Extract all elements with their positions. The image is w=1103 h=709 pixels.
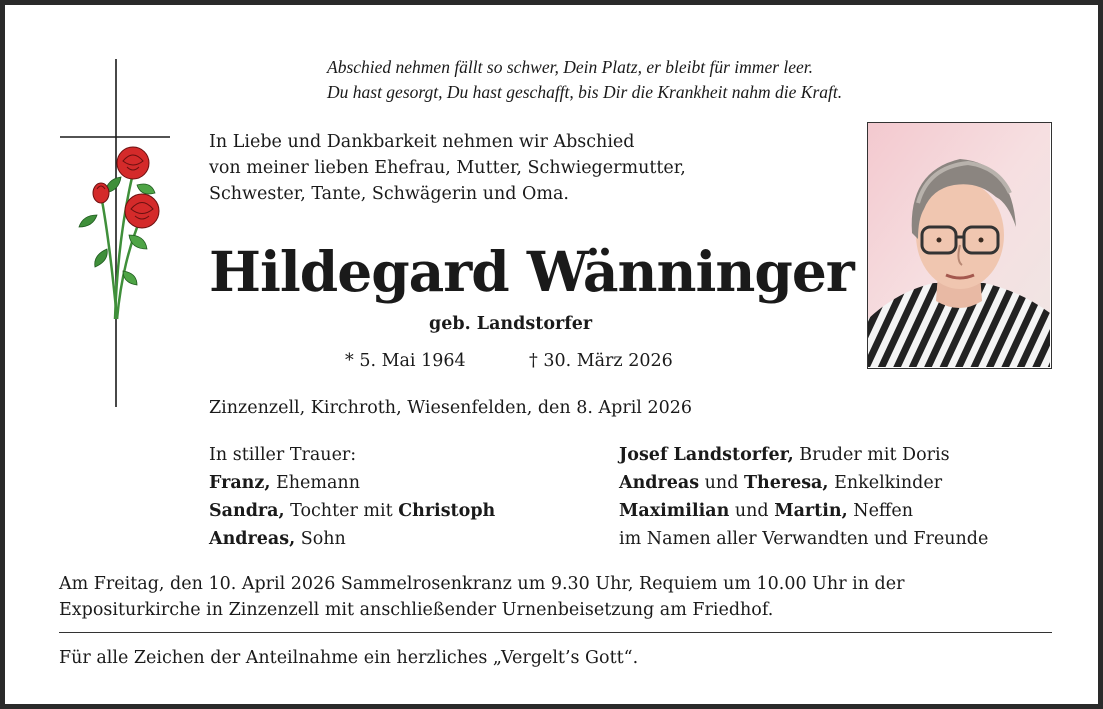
thanks-text: Für alle Zeichen der Anteilnahme ein herzliches „Vergelt’s Gott“.	[59, 648, 639, 668]
service-line-1: Am Freitag, den 10. April 2026 Sammelrosenkranz um 9.30 Uhr, Requiem um 10.00 Uhr in der	[59, 574, 905, 594]
service-line-2: Expositurkirche in Zinzenzell mit anschließender Urnenbeisetzung am Friedhof.	[59, 600, 774, 620]
deceased-name: Hildegard Wänninger	[209, 239, 854, 304]
intro-line-3: Schwester, Tante, Schwägerin und Oma.	[209, 184, 569, 204]
intro-text	[209, 129, 686, 207]
mourner-row: Franz, Ehemann	[209, 473, 360, 493]
mourner-row: im Namen aller Verwandten und Freunde	[619, 529, 989, 549]
intro-line-2: von meiner lieben Ehefrau, Mutter, Schwiegermutter,	[209, 158, 686, 178]
mourners-heading: In stiller Trauer:	[209, 445, 357, 465]
death-date: † 30. März 2026	[529, 351, 673, 371]
mourners-left-column	[209, 441, 495, 553]
mourners-right-column	[619, 441, 988, 553]
mourner-row: Andreas, Sohn	[209, 529, 346, 549]
farewell-verse	[327, 55, 842, 105]
place-date: Zinzenzell, Kirchroth, Wiesenfelden, den 8. April 2026	[209, 398, 692, 418]
portrait-photo	[867, 122, 1052, 369]
verse-line-2: Du hast gesorgt, Du hast geschafft, bis Dir die Krankheit nahm die Kraft.	[327, 82, 843, 102]
mourner-row: Andreas und Theresa, Enkelkinder	[619, 473, 943, 493]
portrait-image	[868, 123, 1050, 367]
intro-line-1: In Liebe und Dankbarkeit nehmen wir Abschied	[209, 132, 635, 152]
mourner-row: Maximilian und Martin, Neffen	[619, 501, 913, 521]
rose-bouquet-icon	[79, 147, 159, 319]
verse-line-1: Abschied nehmen fällt so schwer, Dein Platz, er bleibt für immer leer.	[327, 57, 814, 77]
mourner-row: Josef Landstorfer, Bruder mit Doris	[619, 445, 950, 465]
divider	[59, 632, 1052, 633]
rose-middle	[125, 194, 159, 228]
maiden-name: geb. Landstorfer	[429, 314, 593, 334]
rose-bud-left	[93, 183, 109, 203]
birth-date: * 5. Mai 1964	[345, 351, 466, 371]
cross-with-roses-icon	[57, 57, 177, 409]
mourner-row: Sandra, Tochter mit Christoph	[209, 501, 496, 521]
rose-top	[117, 147, 149, 179]
service-info	[59, 571, 904, 623]
